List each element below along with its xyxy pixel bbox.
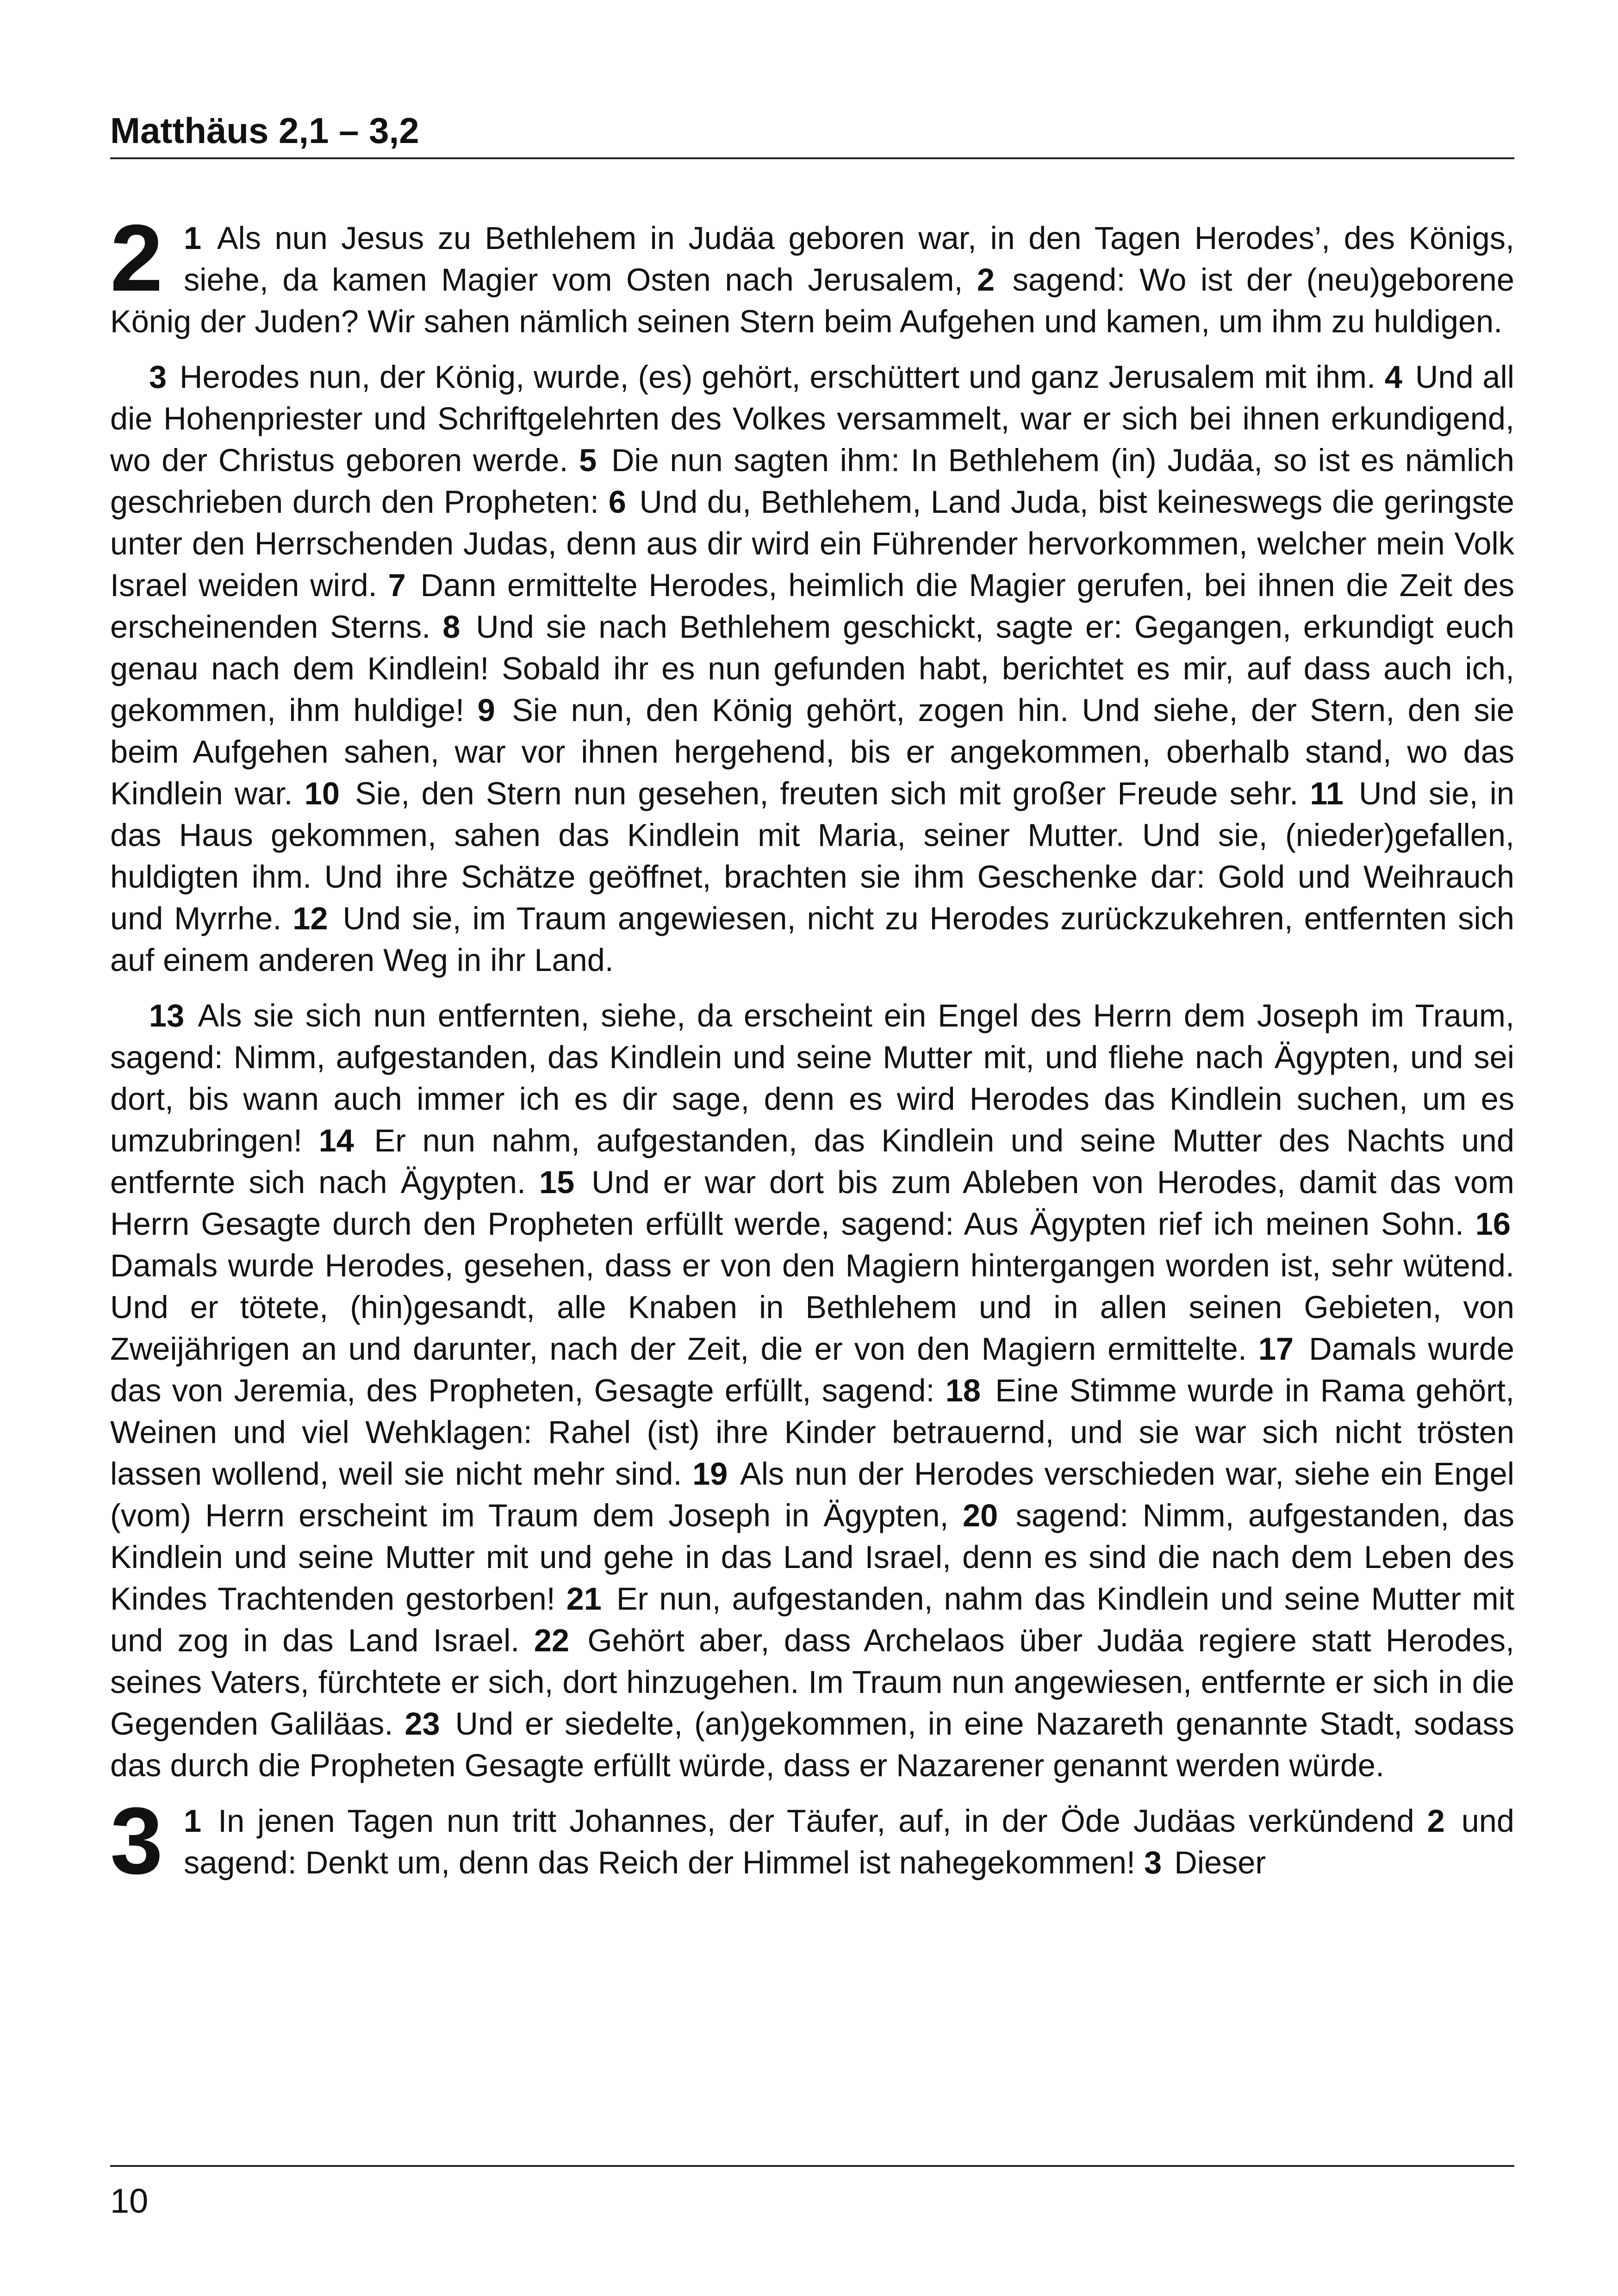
verse-text: und sagend: Denkt um, denn das Reich der Himmel ist nahegekommen!: [184, 1803, 1514, 1880]
verse-number: 9: [477, 692, 495, 728]
verse-number: 7: [388, 567, 406, 603]
verse-number: 21: [566, 1581, 602, 1617]
verse-number: 20: [962, 1498, 998, 1533]
paragraph: [110, 356, 1514, 981]
chapter-3: [110, 1788, 1514, 1894]
verse-text: Und sie, in das Haus gekommen, sahen das Kindlein mit Maria, seiner Mutter. Und sie, (nieder)gefallen, huldigten ihm. Und ihre Schätze geöffnet, brachten sie ihm Geschenke dar: Gold und Weihrauch und Myrrhe.: [110, 776, 1514, 936]
verse-text: Sie, den Stern nun gesehen, freuten sich mit großer Freude sehr.: [355, 776, 1299, 811]
verse-text: Herodes nun, der König, wurde, (es) gehört, erschüttert und ganz Jerusalem mit ihm.: [180, 359, 1375, 395]
verse-text: sagend: Nimm, aufgestanden, das Kindlein und seine Mutter mit und gehe in das Land Israel, denn es sind die nach dem Leben des Kindes Trachtenden gestorben!: [110, 1498, 1514, 1617]
verse-text: Damals wurde das von Jeremia, des Propheten, Gesagte erfüllt, sagend:: [110, 1331, 1514, 1408]
verse-number: 8: [442, 609, 461, 645]
paragraph: [110, 995, 1514, 1786]
verse-text: Und sie, im Traum angewiesen, nicht zu Herodes zurückzukehren, entfernten sich auf einem anderen Weg in ihr Land.: [110, 901, 1514, 978]
verse-number: 23: [404, 1706, 440, 1742]
verse-number: 19: [692, 1456, 728, 1492]
verse-text: Er nun nahm, aufgestanden, das Kindlein und seine Mutter des Nachts und entfernte sich nach Ägypten.: [110, 1123, 1514, 1200]
verse-text: Dieser: [1174, 1845, 1266, 1880]
verse-text: Die nun sagten ihm: In Bethlehem (in) Judäa, so ist es nämlich geschrieben durch den Propheten:: [110, 442, 1514, 520]
verse-number: 3: [149, 359, 167, 395]
verse-text: Gehört aber, dass Archelaos über Judäa regiere statt Herodes, seines Vaters, fürchtete er sich, dort hinzugehen. Im Traum nun angewiesen, entfernte er sich in die Gegenden Galiläas.: [110, 1623, 1514, 1742]
verse-text: Als nun der Herodes verschieden war, siehe ein Engel (vom) Herrn erscheint im Traum dem Joseph in Ägypten,: [110, 1456, 1514, 1533]
verse-number: 1: [184, 1803, 202, 1839]
verse-number: 11: [1310, 776, 1344, 811]
verse-number: 22: [534, 1623, 569, 1658]
verse-text: Und er war dort bis zum Ableben von Herodes, damit das vom Herrn Gesagte durch den Propheten erfüllt werde, sagend: Aus Ägypten rief ich meinen Sohn.: [110, 1164, 1514, 1242]
verse-number: 2: [977, 262, 995, 298]
verse-text: Und sie nach Bethlehem geschickt, sagte er: Gegangen, erkundigt euch genau nach dem Kindlein! Sobald ihr es nun gefunden habt, berichtet es mir, auf dass auch ich, gekommen, ihm huldige!: [110, 609, 1514, 728]
verse-text: sagend: Wo ist der (neu)geborene König der Juden? Wir sahen nämlich seinen Stern beim Aufgehen und kamen, um ihm zu huldigen.: [110, 262, 1514, 339]
verse-number: 1: [184, 220, 202, 256]
verse-number: 18: [945, 1373, 981, 1408]
verse-text: Und er siedelte, (an)gekommen, in eine Nazareth genannte Stadt, sodass das durch die Propheten Gesagte erfüllt würde, dass er Nazarener genannt werden würde.: [110, 1706, 1514, 1783]
verse-text: Er nun, aufgestanden, nahm das Kindlein und seine Mutter mit und zog in das Land Israel.: [110, 1581, 1514, 1658]
verse-text: Damals wurde Herodes, gesehen, dass er von den Magiern hintergangen worden ist, sehr wütend. Und er tötete, (hin)gesandt, alle Knaben in Bethlehem und in allen seinen Gebieten, von Zweijährigen an und darunter, nach der Zeit, die er von den Magiern ermittelte.: [110, 1248, 1514, 1367]
verse-number: 16: [1475, 1206, 1511, 1242]
verse-text: Sie nun, den König gehört, zogen hin. Und siehe, der Stern, den sie beim Aufgehen sahen, war vor ihnen hergehend, bis er angekommen, oberhalb stand, wo das Kindlein war.: [110, 692, 1514, 811]
verse-number: 13: [149, 998, 185, 1033]
page-title: Matthäus 2,1 – 3,2: [110, 110, 419, 151]
verse-text: Als sie sich nun entfernten, siehe, da erscheint ein Engel des Herrn dem Joseph im Traum, sagend: Nimm, aufgestanden, das Kindlein und seine Mutter mit, und fliehe nach Ägypten, und sei dort, bis wann auch immer ich es dir sage, denn es wird Herodes das Kindlein suchen, um es umzubringen!: [110, 998, 1514, 1158]
verse-number: 3: [1144, 1845, 1162, 1880]
footer-rule: [110, 2165, 1514, 2167]
verse-number: 5: [579, 442, 597, 478]
verse-text: Dann ermittelte Herodes, heimlich die Magier gerufen, bei ihnen die Zeit des erscheinenden Sterns.: [110, 567, 1514, 645]
verse-number: 4: [1384, 359, 1402, 395]
verse-number: 2: [1427, 1803, 1445, 1839]
verse-text: Eine Stimme wurde in Rama gehört, Weinen und viel Wehklagen: Rahel (ist) ihre Kinder betrauernd, und sie war sich nicht trösten lassen wollend, weil sie nicht mehr sind.: [110, 1373, 1514, 1492]
verse-number: 12: [292, 901, 328, 936]
paragraph: [110, 205, 1514, 342]
verse-number: 6: [608, 484, 626, 520]
verse-text: Und du, Bethlehem, Land Juda, bist keineswegs die geringste unter den Herrschenden Judas, denn aus dir wird ein Führender hervorkommen, welcher mein Volk Israel weiden wird.: [110, 484, 1514, 603]
verse-text: Und all die Hohenpriester und Schriftgelehrten des Volkes versammelt, war er sich bei ihnen erkundigend, wo der Christus geboren werde.: [110, 359, 1514, 478]
chapter-number: 2: [110, 205, 163, 311]
verse-text: Als nun Jesus zu Bethlehem in Judäa geboren war, in den Tagen Herodes’, des Königs, siehe, da kamen Magier vom Osten nach Jerusalem,: [184, 220, 1514, 298]
verse-number: 17: [1258, 1331, 1294, 1367]
page-header: [110, 107, 1514, 154]
verse-text: In jenen Tagen nun tritt Johannes, der Täufer, auf, in der Öde Judäas verkündend: [218, 1803, 1414, 1839]
verse-number: 10: [304, 776, 340, 811]
header-rule: [110, 157, 1514, 159]
verse-number: 15: [539, 1164, 575, 1200]
verse-number: 14: [318, 1123, 354, 1158]
main-text: [110, 205, 1514, 1898]
chapter-number: 3: [110, 1788, 163, 1894]
chapter-2: [110, 205, 1514, 1786]
paragraph: [110, 1788, 1514, 1894]
page-number: 10: [110, 2182, 149, 2220]
